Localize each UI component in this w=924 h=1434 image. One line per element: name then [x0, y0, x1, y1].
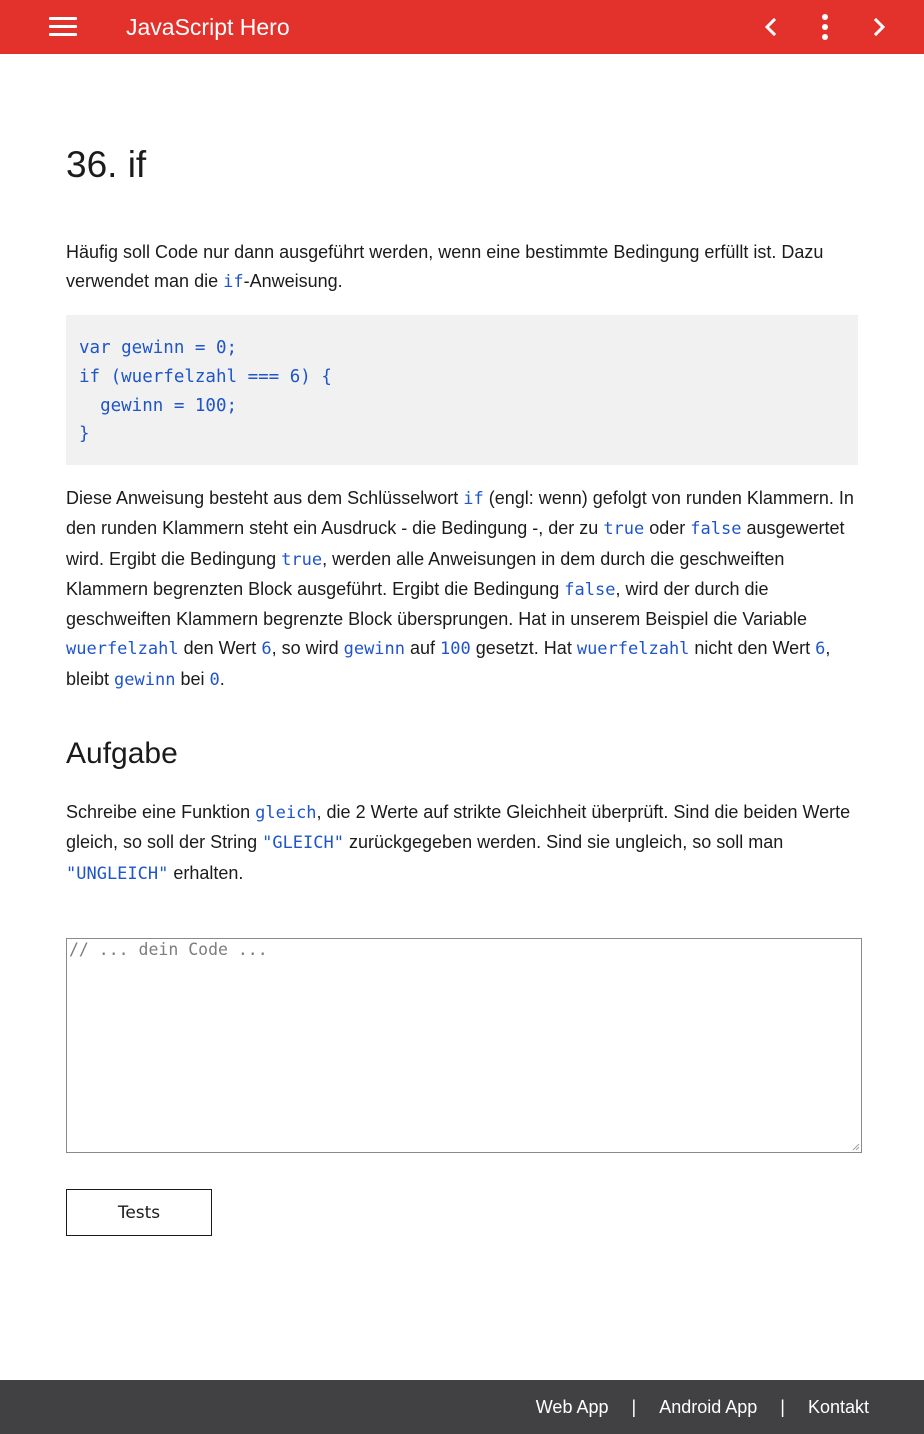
- inline-code: wuerfelzahl: [66, 639, 179, 660]
- inline-code: 0: [209, 669, 220, 690]
- code-line: var gewinn = 0;: [79, 338, 238, 358]
- inline-code: "GLEICH": [262, 833, 344, 854]
- inline-code: if: [223, 272, 244, 293]
- footer-link-kontakt[interactable]: Kontakt: [807, 1397, 869, 1417]
- inline-code: gewinn: [343, 639, 406, 660]
- inline-code: gleich: [255, 803, 317, 823]
- menu-icon[interactable]: [48, 15, 78, 39]
- chevron-right-icon[interactable]: [864, 12, 894, 42]
- inline-code: true: [281, 549, 323, 570]
- page-footer: [0, 1380, 924, 1434]
- inline-code: 100: [440, 639, 471, 660]
- inline-code: false: [690, 519, 742, 540]
- explanation-paragraph: Diese Anweisung besteht aus dem Schlüsselwort if (engl: wenn) gefolgt von runden Klammern. In den runden Klammern steht ein Ausdruck - die Bedingung -, der zu true oder false ausgewertet wird. Ergibt die Bedingung true, werden alle Anweisungen in dem durch die geschweiften Klammern begrenzten Block ausgeführt. Ergibt die Bedingung false, wird der durch die geschweiften Klammern begrenzte Block übersprungen. Hat in unserem Beispiel die Variable wuerfelzahl den Wert 6, so wird gewinn auf 100 gesetzt. Hat wuerfelzahl nicht den Wert 6, bleibt gewinn bei 0.: [66, 488, 854, 690]
- tests-button[interactable]: Tests: [66, 1189, 212, 1236]
- inline-code: 6: [815, 639, 826, 660]
- inline-code: false: [564, 579, 616, 600]
- inline-code: wuerfelzahl: [576, 639, 690, 660]
- inline-code: if: [463, 489, 484, 509]
- inline-code: "UNGLEICH": [66, 863, 169, 884]
- app-header: [0, 0, 924, 54]
- footer-separator: |: [631, 1397, 637, 1417]
- app-title: JavaScript Hero: [126, 14, 290, 40]
- inline-code: 6: [261, 639, 272, 660]
- task-paragraph: Schreibe eine Funktion gleich, die 2 Werte auf strikte Gleichheit überprüft. Sind die beiden Werte gleich, so soll der String "GLEICH" zurückgegeben werden. Sind sie ungleich, so soll man "UNGLEICH" erhalten.: [66, 802, 851, 884]
- lesson-title: 36. if: [66, 144, 147, 185]
- code-line: }: [79, 424, 90, 445]
- resize-handle-icon[interactable]: [850, 1141, 860, 1151]
- chevron-left-icon[interactable]: [756, 12, 786, 42]
- footer-link-android-app[interactable]: Android App: [659, 1397, 758, 1417]
- footer-link-web-app[interactable]: Web App: [535, 1397, 609, 1417]
- intro-paragraph: Häufig soll Code nur dann ausgeführt werden, wenn eine bestimmte Bedingung erfüllt ist. Dazu verwendet man die if-Anweisung.: [66, 242, 824, 293]
- more-vertical-icon[interactable]: [810, 12, 840, 42]
- inline-code: gewinn: [114, 669, 176, 690]
- code-line: if (wuerfelzahl === 6) {: [79, 366, 332, 387]
- code-editor[interactable]: [66, 938, 862, 1153]
- code-example: [66, 315, 858, 465]
- task-heading: Aufgabe: [66, 737, 178, 770]
- footer-links: [536, 1396, 869, 1418]
- footer-separator: |: [780, 1397, 785, 1417]
- code-line: gewinn = 100;: [79, 395, 238, 416]
- inline-code: true: [603, 519, 645, 540]
